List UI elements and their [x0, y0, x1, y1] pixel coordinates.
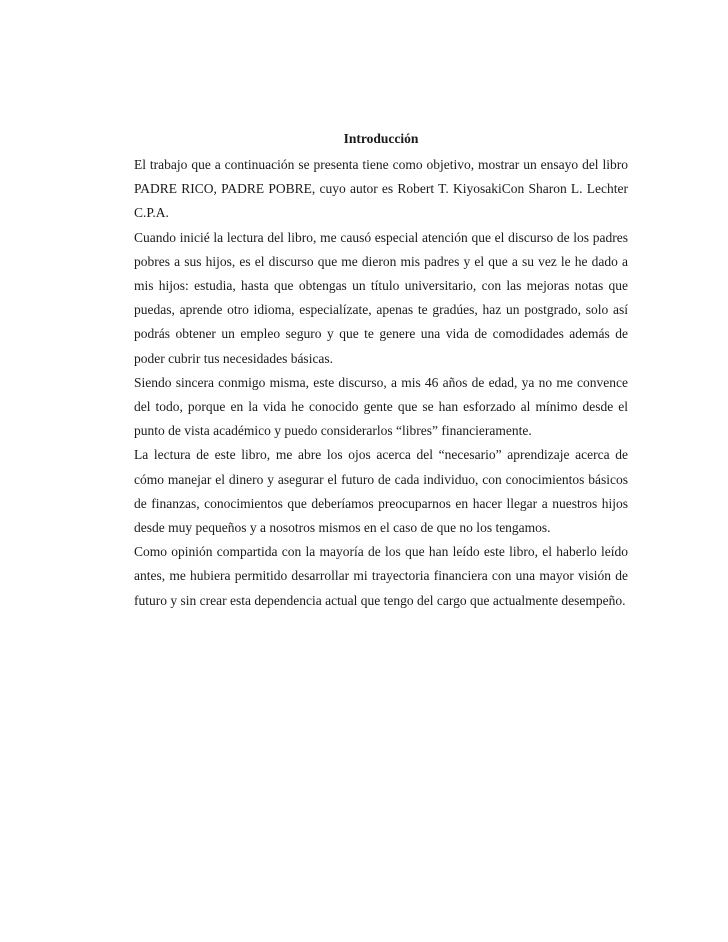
paragraph-3: Siendo sincera conmigo misma, este discurso, a mis 46 años de edad, ya no me convence del todo, porque en la vida he conocido gente que se han esforzado al mínimo desde el punto de vista académico y puedo considerarlos “libres” financieramente.: [134, 374, 628, 439]
document-body: [134, 129, 628, 613]
paragraph-4: La lectura de este libro, me abre los ojos acerca del “necesario” aprendizaje acerca de cómo manejar el dinero y asegurar el futuro de cada individuo, con conocimientos básicos de finanzas, conocimientos que deberíamos preocuparnos en hacer llegar a nuestros hijos desde muy pequeños y a nosotros mismos en el caso de que no los tengamos.: [134, 447, 628, 536]
paragraph-1: El trabajo que a continuación se presenta tiene como objetivo, mostrar un ensayo del libro PADRE RICO, PADRE POBRE, cuyo autor es Robert T. KiyosakiCon Sharon L. Lechter C.P.A.: [134, 157, 628, 221]
paragraph-5: Como opinión compartida con la mayoría de los que han leído este libro, el haberlo leído antes, me hubiera permitido desarrollar mi trayectoria financiera con una mayor visión de futuro y sin crear esta dependencia actual que tengo del cargo que actualmente desempeño.: [134, 544, 628, 608]
paragraph-2: Cuando inicié la lectura del libro, me causó especial atención que el discurso de los padres pobres a sus hijos, es el discurso que me dieron mis padres y el que a su vez le he dado a mis hijos: estudia, hasta que obtengas un título universitario, con las mejoras notas que puedas, aprende otro idioma, especialízate, apenas te gradúes, haz un postgrado, solo así podrás obtener un empleo seguro y que te genere una vida de comodidades además de poder cubrir tus necesidades básicas.: [134, 229, 628, 366]
document-title: Introducción: [343, 131, 419, 146]
